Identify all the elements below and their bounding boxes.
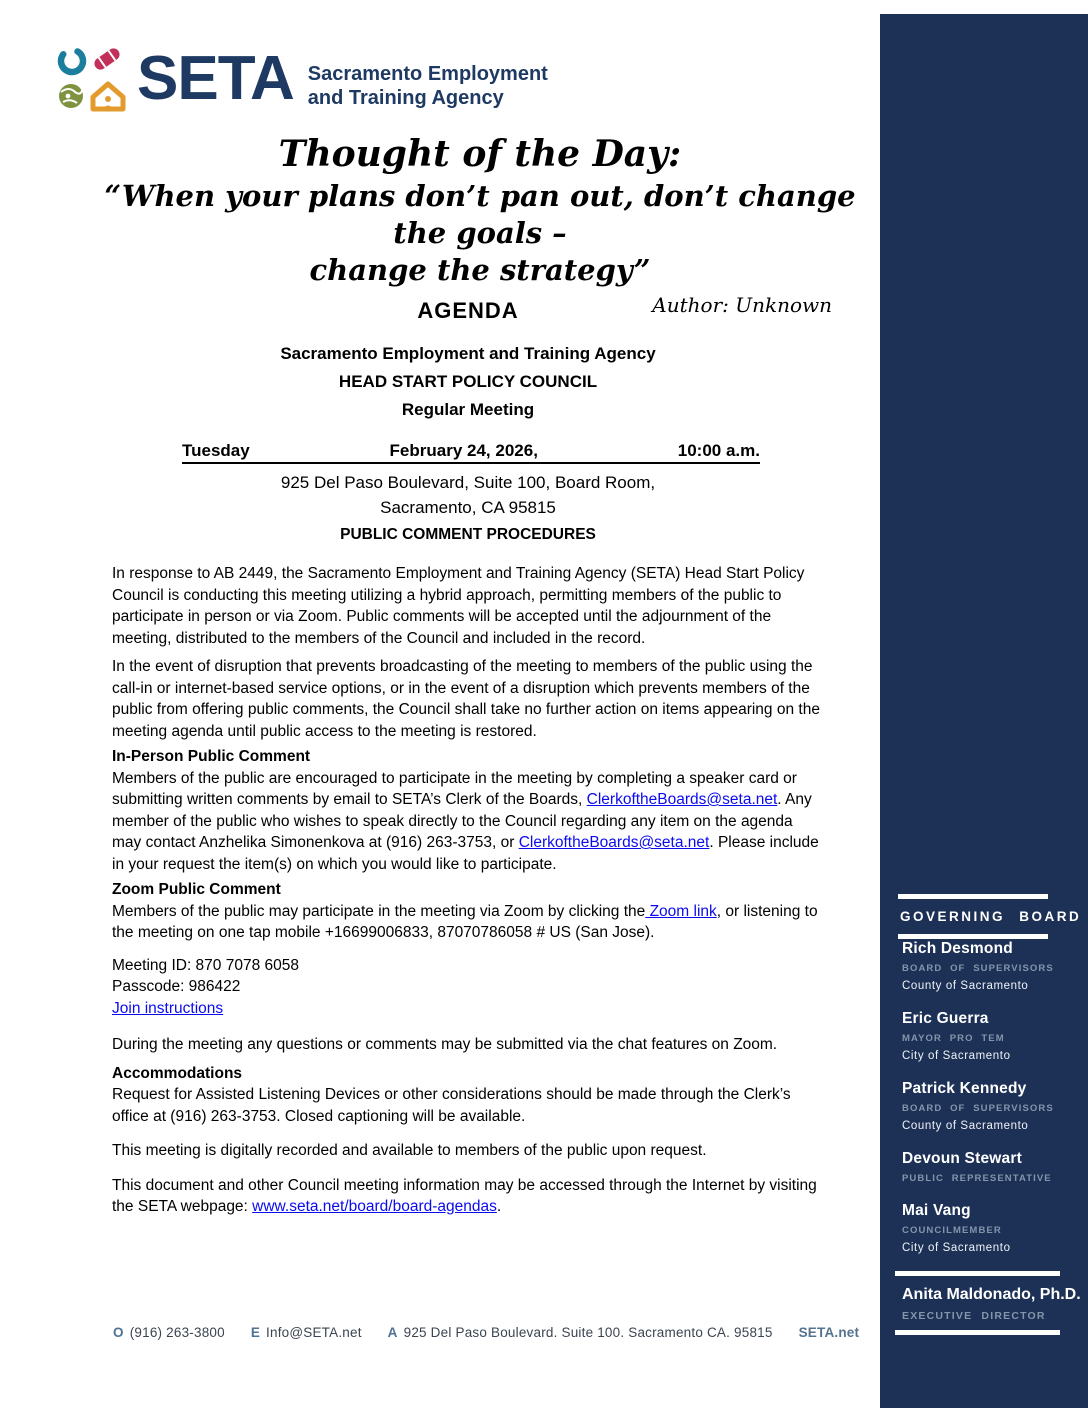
board-member xyxy=(902,1009,1088,1064)
board-member xyxy=(902,1079,1088,1134)
member-org: City of Sacramento xyxy=(902,1242,1011,1254)
accommodations-heading: Accommodations xyxy=(112,1064,243,1082)
webpage-text: This document and other Council meeting information may be accessed through the Internet by visiting the SETA webpage: xyxy=(112,1176,817,1215)
meeting-date: February 24, 2026, xyxy=(389,441,538,460)
member-title: BOARD OF SUPERVISORS xyxy=(902,963,1054,974)
pencil-icon xyxy=(92,46,122,72)
accommodations-text: Request for Assisted Listening Devices or other considerations should be made through the Clerk’s office at (916) 263-3753. Closed captioning will be available. xyxy=(112,1086,791,1125)
zoom-comment-heading: Zoom Public Comment xyxy=(112,881,281,898)
zoom-public-comment-section xyxy=(112,879,826,944)
thought-title: Thought of the Day: xyxy=(278,133,682,175)
divider xyxy=(895,1330,1060,1335)
footer-phone-label: O xyxy=(113,1325,124,1340)
clerk-email-link-2[interactable]: ClerkoftheBoards@seta.net xyxy=(518,834,710,851)
thought-quote-line2: change the strategy” xyxy=(309,253,651,287)
meeting-date-row xyxy=(182,441,760,464)
letterhead-footer xyxy=(113,1325,860,1340)
footer-address-value: 925 Del Paso Boulevard. Suite 100. Sacramento CA. 95815 xyxy=(403,1325,773,1340)
footer-email-value: Info@SETA.net xyxy=(266,1325,362,1340)
thought-of-the-day xyxy=(100,132,860,317)
accommodations-section xyxy=(112,1063,826,1128)
brand-wordmark: SETA xyxy=(137,44,294,113)
member-title: COUNCILMEMBER xyxy=(902,1225,1002,1236)
in-person-text-3: . Please include in your request the item(s) on which you would like to participate. xyxy=(112,834,819,873)
member-name: Patrick Kennedy xyxy=(902,1080,1027,1097)
meeting-address-line1: 925 Del Paso Boulevard, Suite 100, Board Room, xyxy=(280,473,656,492)
footer-email xyxy=(251,1325,362,1340)
member-name: Mai Vang xyxy=(902,1202,971,1219)
brand-tagline xyxy=(308,48,548,110)
public-comment-paragraph-1: In response to AB 2449, the Sacramento Employment and Training Agency (SETA) Head Start Policy Council is conducting this meeting utilizing a hybrid approach, permitting members of the public to participate in person or via Zoom. Public comments will be accepted until the adjournment of the meeting, distributed to the members of the Council and included in the record. xyxy=(112,565,805,647)
executive-name: Anita Maldonado, Ph.D. xyxy=(902,1286,1081,1303)
member-title: BOARD OF SUPERVISORS xyxy=(902,1103,1054,1114)
divider xyxy=(898,894,1048,899)
zoom-text-2: , or listening to the meeting on one tap mobile +16699006833, 87070786058 # US (San Jose). xyxy=(112,902,818,941)
divider xyxy=(895,1271,1060,1276)
member-title: PUBLIC REPRESENTATIVE xyxy=(902,1173,1052,1184)
governing-board-sidebar xyxy=(880,14,1088,1408)
member-name: Eric Guerra xyxy=(902,1010,989,1027)
zoom-link[interactable]: Zoom link xyxy=(645,902,717,920)
house-icon xyxy=(93,84,123,109)
logo-icon-grid xyxy=(55,46,127,112)
webpage-period: . xyxy=(496,1198,502,1215)
zoom-text-1: Members of the public may participate in the meeting via Zoom by clicking the xyxy=(112,902,646,920)
board-member xyxy=(902,939,1088,994)
thought-quote xyxy=(100,178,860,289)
footer-address xyxy=(388,1325,773,1340)
chat-note: During the meeting any questions or comments may be submitted via the chat features on Zoom. xyxy=(112,1036,778,1053)
meeting-council: HEAD START POLICY COUNCIL xyxy=(338,372,598,391)
executive-director-block xyxy=(880,1271,1088,1335)
brand-tagline-line1: Sacramento Employment xyxy=(307,63,548,85)
webpage-note xyxy=(112,1175,826,1218)
in-person-text-1: Members of the public are encouraged to participate in the meeting by completing a speaker card or submitting written comments by email to SETA’s Clerk of the Boards, xyxy=(112,769,797,808)
footer-phone-value: (916) 263-3800 xyxy=(129,1325,225,1340)
board-member xyxy=(902,1201,1088,1256)
meeting-org: Sacramento Employment and Training Agency xyxy=(280,344,656,363)
thought-quote-line1: “When your plans don’t pan out, don’t change the goals – xyxy=(104,179,856,250)
meeting-type: Regular Meeting xyxy=(401,400,535,419)
meeting-address xyxy=(112,470,824,520)
seta-logo xyxy=(55,46,548,112)
board-member xyxy=(902,1149,1088,1186)
public-comment-procedures-heading: PUBLIC COMMENT PROCEDURES xyxy=(340,526,596,543)
footer-site: SETA.net xyxy=(798,1325,860,1340)
meeting-header xyxy=(112,340,824,424)
zoom-passcode: Passcode: 986422 xyxy=(112,978,241,995)
clerk-email-link-1[interactable]: ClerkoftheBoards@seta.net xyxy=(586,791,778,808)
agenda-heading: AGENDA xyxy=(417,298,519,323)
member-org: City of Sacramento xyxy=(902,1050,1011,1062)
body-content xyxy=(112,563,826,1218)
meeting-address-line2: Sacramento, CA 95815 xyxy=(380,498,556,517)
seta-webpage-link[interactable]: www.seta.net/board/board-agendas xyxy=(252,1198,497,1215)
footer-phone xyxy=(113,1325,225,1340)
executive-title: EXECUTIVE DIRECTOR xyxy=(902,1310,1046,1322)
footer-email-label: E xyxy=(250,1325,261,1340)
member-title: MAYOR PRO TEM xyxy=(902,1033,1005,1044)
public-comment-paragraph-2: In the event of disruption that prevents broadcasting of the meeting to members of the public using the call-in or internet-based service options, or in the event of a disruption which prevents members of the public from offering public comments, the Council shall take no further action on items appearing on the meeting agenda until public access to the meeting is restored. xyxy=(112,658,820,740)
footer-address-label: A xyxy=(387,1325,398,1340)
in-person-heading: In-Person Public Comment xyxy=(112,748,311,765)
brand-tagline-line2: and Training Agency xyxy=(307,87,504,109)
globe-icon xyxy=(59,84,83,108)
zoom-meeting-info xyxy=(112,955,826,1020)
member-name: Devoun Stewart xyxy=(902,1150,1022,1167)
meeting-day: Tuesday xyxy=(182,441,250,460)
in-person-public-comment-section xyxy=(112,746,826,875)
join-instructions-link[interactable]: Join instructions xyxy=(112,999,224,1017)
recorded-note: This meeting is digitally recorded and available to members of the public upon request. xyxy=(112,1142,707,1159)
meeting-time: 10:00 a.m. xyxy=(677,441,760,460)
thought-author: Author: Unknown xyxy=(652,293,832,317)
member-org: County of Sacramento xyxy=(902,1120,1029,1132)
ring-icon xyxy=(57,46,87,76)
member-org: County of Sacramento xyxy=(902,980,1029,992)
zoom-meeting-id: Meeting ID: 870 7078 6058 xyxy=(112,956,299,974)
governing-board-heading: GOVERNING BOARD xyxy=(900,909,1082,924)
member-name: Rich Desmond xyxy=(902,940,1013,957)
in-person-text-2: . Any member of the public who wishes to speak directly to the Council regarding any item on the agenda may contact Anzhelika Simonenkova at (916) 263-3753, or xyxy=(112,791,812,851)
